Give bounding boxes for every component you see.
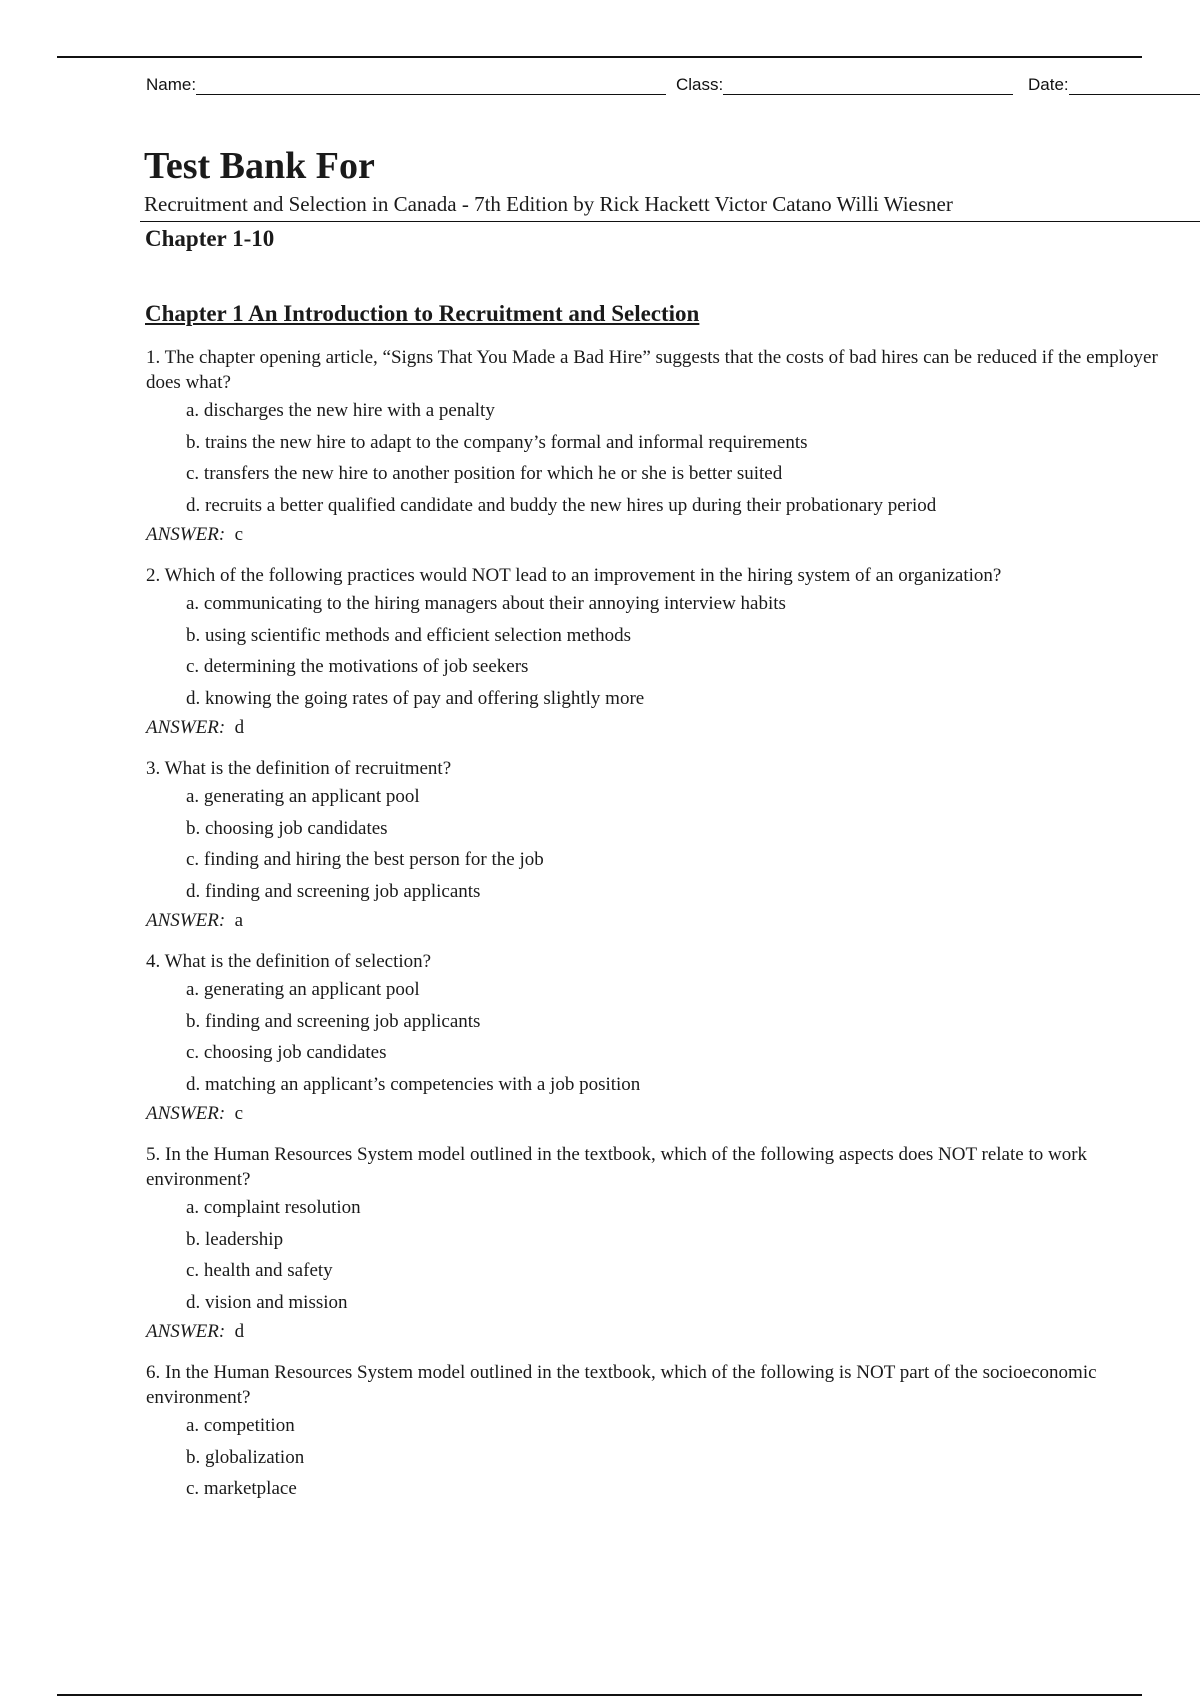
answer-option: d. finding and screening job applicants xyxy=(186,880,481,902)
option-list xyxy=(146,1410,1200,1505)
answer-option: a. communicating to the hiring managers about their annoying interview habits xyxy=(186,593,786,614)
answer-option: a. complaint resolution xyxy=(186,1197,361,1218)
answer-option: d. recruits a better qualified candidate and buddy the new hires up during their probationary period xyxy=(186,494,937,516)
answer-line xyxy=(146,907,1200,935)
chapters-range: Chapter 1-10 xyxy=(145,226,275,251)
option-list xyxy=(146,588,1200,714)
question-text: 3. What is the definition of recruitment? xyxy=(146,758,452,779)
answer-option: a. generating an applicant pool xyxy=(186,786,420,807)
answer-option: d. vision and mission xyxy=(186,1291,348,1313)
document-subtitle: Recruitment and Selection in Canada - 7th Edition by Rick Hackett Victor Catano Willi Wiesner xyxy=(144,192,953,216)
bottom-rule xyxy=(57,1694,1142,1696)
option-list xyxy=(146,974,1200,1100)
class-blank-line[interactable] xyxy=(723,72,1013,95)
answer-option: c. transfers the new hire to another position for which he or she is better suited xyxy=(186,463,783,484)
answer-value: c xyxy=(234,524,244,545)
option-list xyxy=(146,1192,1200,1318)
date-blank-line[interactable] xyxy=(1069,72,1200,95)
question-item xyxy=(146,756,1200,935)
answer-option: d. knowing the going rates of pay and offering slightly more xyxy=(186,687,645,709)
question-text: 5. In the Human Resources System model outlined in the textbook, which of the following aspects does NOT relate to work environment? xyxy=(146,1144,1088,1190)
answer-option: b. globalization xyxy=(186,1446,305,1468)
answer-value: d xyxy=(234,1321,245,1342)
answer-option: c. determining the motivations of job seekers xyxy=(186,656,529,677)
question-item xyxy=(146,949,1200,1128)
answer-line xyxy=(146,1100,1200,1128)
subtitle-rule xyxy=(140,221,1200,222)
class-label: Class: xyxy=(676,75,724,94)
question-text: 4. What is the definition of selection? xyxy=(146,951,432,972)
answer-option: a. generating an applicant pool xyxy=(186,979,420,1000)
question-list xyxy=(146,345,1200,1519)
answer-option: a. competition xyxy=(186,1415,295,1436)
answer-line xyxy=(146,1318,1200,1346)
answer-option: c. marketplace xyxy=(186,1478,297,1499)
answer-label: ANSWER: xyxy=(146,524,226,545)
name-blank-line[interactable] xyxy=(196,72,666,95)
class-field[interactable] xyxy=(676,72,1013,95)
answer-label: ANSWER: xyxy=(146,1321,226,1342)
answer-option: b. leadership xyxy=(186,1228,284,1250)
answer-line xyxy=(146,714,1200,742)
answer-option: d. matching an applicant’s competencies with a job position xyxy=(186,1073,641,1095)
answer-value: a xyxy=(234,910,244,931)
answer-value: c xyxy=(234,1103,244,1124)
answer-option: a. discharges the new hire with a penalty xyxy=(186,400,495,421)
date-label: Date: xyxy=(1028,75,1069,94)
answer-option: c. choosing job candidates xyxy=(186,1042,387,1063)
answer-option: b. trains the new hire to adapt to the company’s formal and informal requirements xyxy=(186,431,808,453)
answer-option: b. finding and screening job applicants xyxy=(186,1010,481,1032)
answer-option: c. finding and hiring the best person for the job xyxy=(186,849,544,870)
question-item xyxy=(146,345,1200,549)
option-list xyxy=(146,395,1200,521)
answer-option: b. choosing job candidates xyxy=(186,817,388,839)
answer-label: ANSWER: xyxy=(146,1103,226,1124)
date-field[interactable] xyxy=(1028,72,1200,95)
option-list xyxy=(146,781,1200,907)
question-text: 6. In the Human Resources System model outlined in the textbook, which of the following is NOT part of the socioeconomic environment? xyxy=(146,1362,1097,1408)
answer-label: ANSWER: xyxy=(146,717,226,738)
question-item xyxy=(146,563,1200,742)
document-title: Test Bank For xyxy=(144,145,375,187)
chapter-heading: Chapter 1 An Introduction to Recruitment and Selection xyxy=(145,301,700,326)
answer-label: ANSWER: xyxy=(146,910,226,931)
name-label: Name: xyxy=(146,75,197,94)
answer-option: c. health and safety xyxy=(186,1260,333,1281)
question-item xyxy=(146,1360,1200,1505)
name-field[interactable] xyxy=(146,72,666,95)
question-text: 1. The chapter opening article, “Signs That You Made a Bad Hire” suggests that the costs of bad hires can be reduced if the employer does what? xyxy=(146,347,1158,393)
answer-line xyxy=(146,521,1200,549)
question-item xyxy=(146,1142,1200,1346)
question-text: 2. Which of the following practices would NOT lead to an improvement in the hiring system of an organization? xyxy=(146,565,1002,586)
top-rule xyxy=(57,56,1142,58)
answer-value: d xyxy=(234,717,245,738)
header-fields xyxy=(146,72,1200,102)
answer-option: b. using scientific methods and efficient selection methods xyxy=(186,624,631,646)
